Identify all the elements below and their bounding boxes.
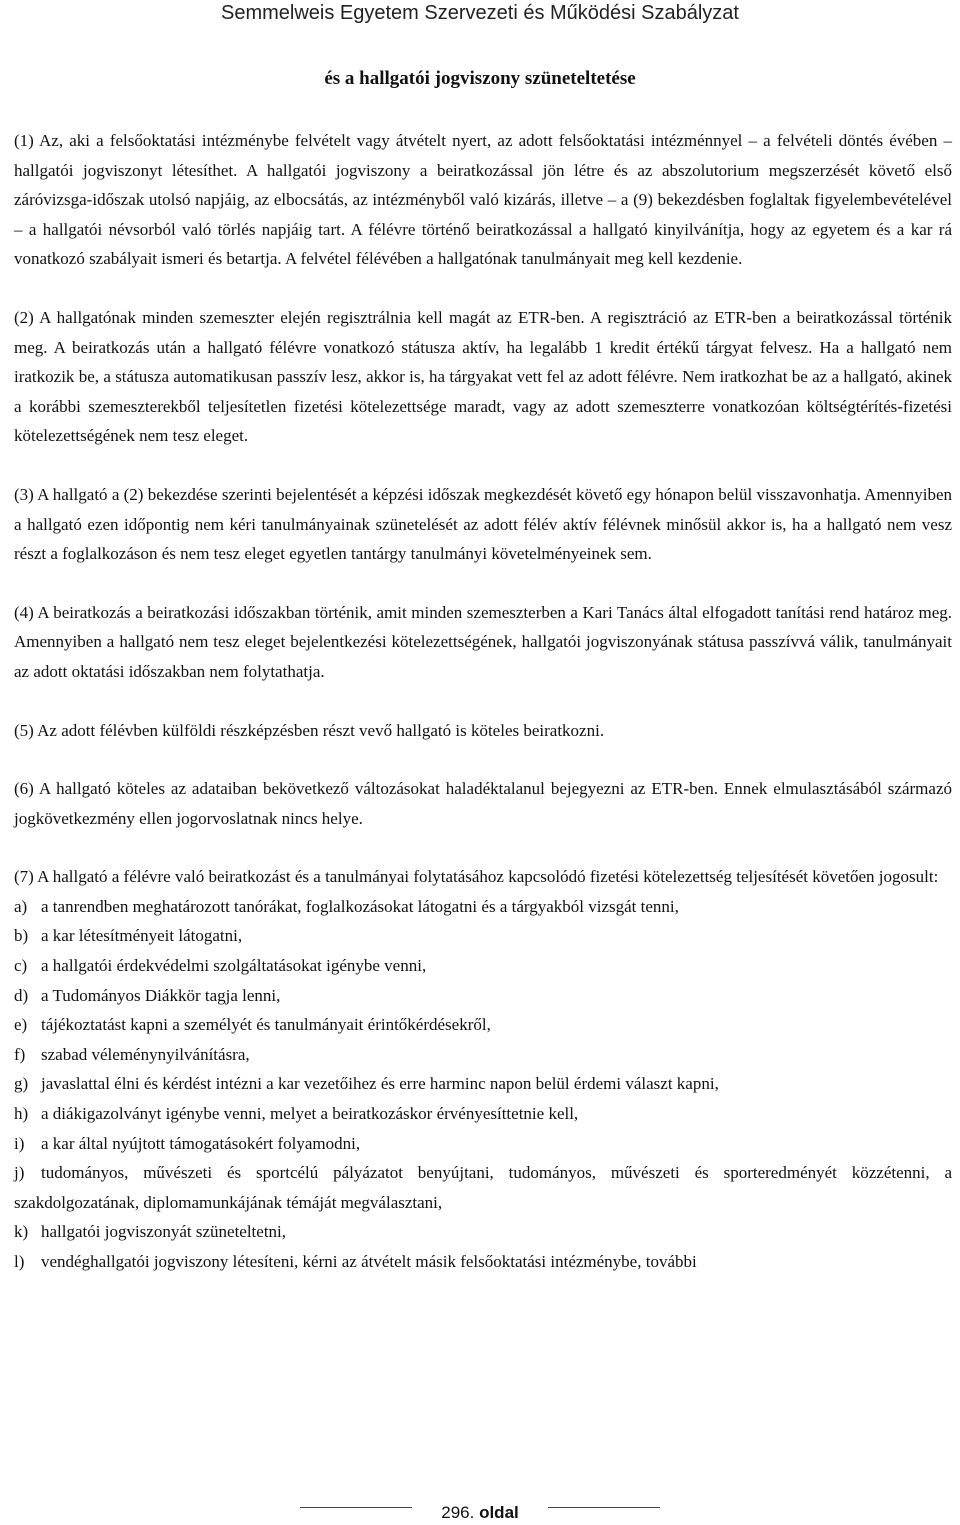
paragraph-1: (1) Az, aki a felsőoktatási intézménybe felvételt vagy átvételt nyert, az adott felsőoktatási intézménnyel – a felvételi döntés évében – hallgatói jogviszonyt létesíthet. A hallgatói jogviszony a beiratkozással jön létre és az abszolutorium megszerzését követő első záróvizsga-időszak utolsó napjáig, az elbocsátás, az intézményből való kizárás, illetve – a (9) bekezdésben foglaltak figyelembevételével – a hallgatói névsorból való törlés napjáig tart. A félévre történő beiratkozással a hallgató kinyilvánítja, hogy az egyetem és a kar rá vonatkozó szabályait ismeri és betartja. A felvétel félévében a hallgatónak tanulmányait meg kell kezdenie. — [14, 131, 952, 269]
list-marker: f) — [14, 1044, 26, 1064]
list-item — [14, 892, 952, 922]
list-item-text: a diákigazolványt igénybe venni, melyet a beiratkozáskor érvényesíttetnie kell, — [41, 1104, 579, 1124]
paragraph-4: (4) A beiratkozás a beiratkozási időszakban történik, amit minden szemeszterben a Kari Tanács által elfogadott tanítási rend határoz meg. Amennyiben a hallgató nem tesz eleget bejelentkezési kötelezettségének, hallgatói jogviszonyának státusa passzívvá válik, tanulmányait az adott oktatási időszakban nem folytathatja. — [14, 602, 952, 681]
list-marker: b) — [14, 926, 29, 946]
list-item-text: tudományos, művészeti és sportcélú pályázatot benyújtani, tudományos, művészeti és sporteredményét közzétenni, a szakdolgozatának, diplomamunkájának témáját megválasztani, — [14, 1163, 952, 1212]
paragraph-5: (5) Az adott félévben külföldi részképzésben részt vevő hallgató is köteles beiratkozni. — [14, 720, 605, 740]
document-body — [14, 126, 952, 1277]
list-item — [14, 1010, 952, 1040]
list-item-text: a kar által nyújtott támogatásokért folyamodni, — [41, 1133, 361, 1153]
list-marker: k) — [14, 1222, 29, 1242]
list-marker: j) — [14, 1163, 25, 1183]
list-item — [14, 1129, 952, 1159]
list-item-text: hallgatói jogviszonyát szüneteltetni, — [41, 1222, 287, 1242]
list-item — [14, 1069, 952, 1099]
list-item-text: a Tudományos Diákkör tagja lenni, — [41, 985, 281, 1005]
list-item — [14, 1247, 952, 1277]
list-marker: l) — [14, 1252, 25, 1271]
section-title: és a hallgatói jogviszony szüneteltetése — [324, 68, 636, 89]
list-marker: g) — [14, 1074, 29, 1094]
list-item — [14, 1158, 952, 1217]
list-item — [14, 1040, 952, 1070]
list-marker: h) — [14, 1104, 29, 1124]
list-item — [14, 981, 952, 1011]
page-number-value: 296. — [441, 1503, 475, 1522]
list-item-text: vendéghallgatói jogviszony létesíteni, kérni az átvételt másik felsőoktatási intézménybe, további — [41, 1252, 697, 1271]
list-marker: a) — [14, 896, 28, 916]
list-marker: e) — [14, 1015, 28, 1035]
page-number — [0, 1503, 960, 1523]
paragraph-7-intro: (7) A hallgató a félévre való beiratkozást és a tanulmányai folytatásához kapcsolódó fizetési kötelezettség teljesítését követően jogosult: — [14, 867, 939, 887]
list-marker: d) — [14, 985, 29, 1005]
list-item-text: tájékoztatást kapni a személyét és tanulmányait érintőkérdésekről, — [41, 1015, 491, 1035]
list-item — [14, 1099, 952, 1129]
paragraph-2: (2) A hallgatónak minden szemeszter elején regisztrálnia kell magát az ETR-ben. A regisztráció az ETR-ben a beiratkozással történik meg. A beiratkozás után a hallgató félévre vonatkozó státusza aktív, ha legalább 1 kredit értékű tárgyat felvesz. Ha a hallgató nem iratkozik be, a státusza automatikusan passzív lesz, akkor is, ha tárgyakat vett fel az adott félévre. Nem iratkozhat be az a hallgató, akinek a korábbi szemeszterekből teljesítetlen fizetési kötelezettsége maradt, vagy az adott szemeszterre vonatkozóan költségtérítés-fizetési kötelezettségének nem tesz eleget. — [14, 307, 952, 446]
page-footer — [0, 1499, 960, 1525]
list-marker: i) — [14, 1133, 25, 1153]
list-item-text: a tanrendben meghatározott tanórákat, foglalkozásokat látogatni és a tárgyakból vizsgát tenni, — [41, 896, 679, 916]
list-item — [14, 951, 952, 981]
list-marker: c) — [14, 956, 28, 976]
list-item-text: szabad véleménynyilvánításra, — [41, 1044, 250, 1064]
rights-list — [14, 892, 952, 1277]
running-header: Semmelweis Egyetem Szervezeti és Működési Szabályzat — [221, 2, 739, 24]
list-item-text: a kar létesítményeit látogatni, — [41, 926, 243, 946]
list-item — [14, 921, 952, 951]
list-item-text: a hallgatói érdekvédelmi szolgáltatásokat igénybe venni, — [41, 956, 427, 976]
paragraph-6: (6) A hallgató köteles az adataiban bekövetkező változásokat haladéktalanul bejegyezni az ETR-ben. Ennek elmulasztásából származó jogkövetkezmény ellen jogorvoslatnak nincs helye. — [14, 779, 952, 828]
list-item-text: javaslattal élni és kérdést intézni a kar vezetőihez és erre harminc napon belül érdemi választ kapni, — [41, 1074, 719, 1094]
paragraph-3: (3) A hallgató a (2) bekezdése szerinti bejelentését a képzési időszak megkezdését követő egy hónapon belül visszavonhatja. Amennyiben a hallgató ezen időpontig nem kéri tanulmányainak szünetelését az adott félév aktív félévnek minősül akkor is, ha a hallgató nem vesz részt a foglalkozáson és nem tesz eleget egyetlen tantárgy tanulmányi követelményeinek sem. — [14, 484, 952, 564]
list-item — [14, 1217, 952, 1247]
page-number-label: oldal — [479, 1503, 519, 1522]
